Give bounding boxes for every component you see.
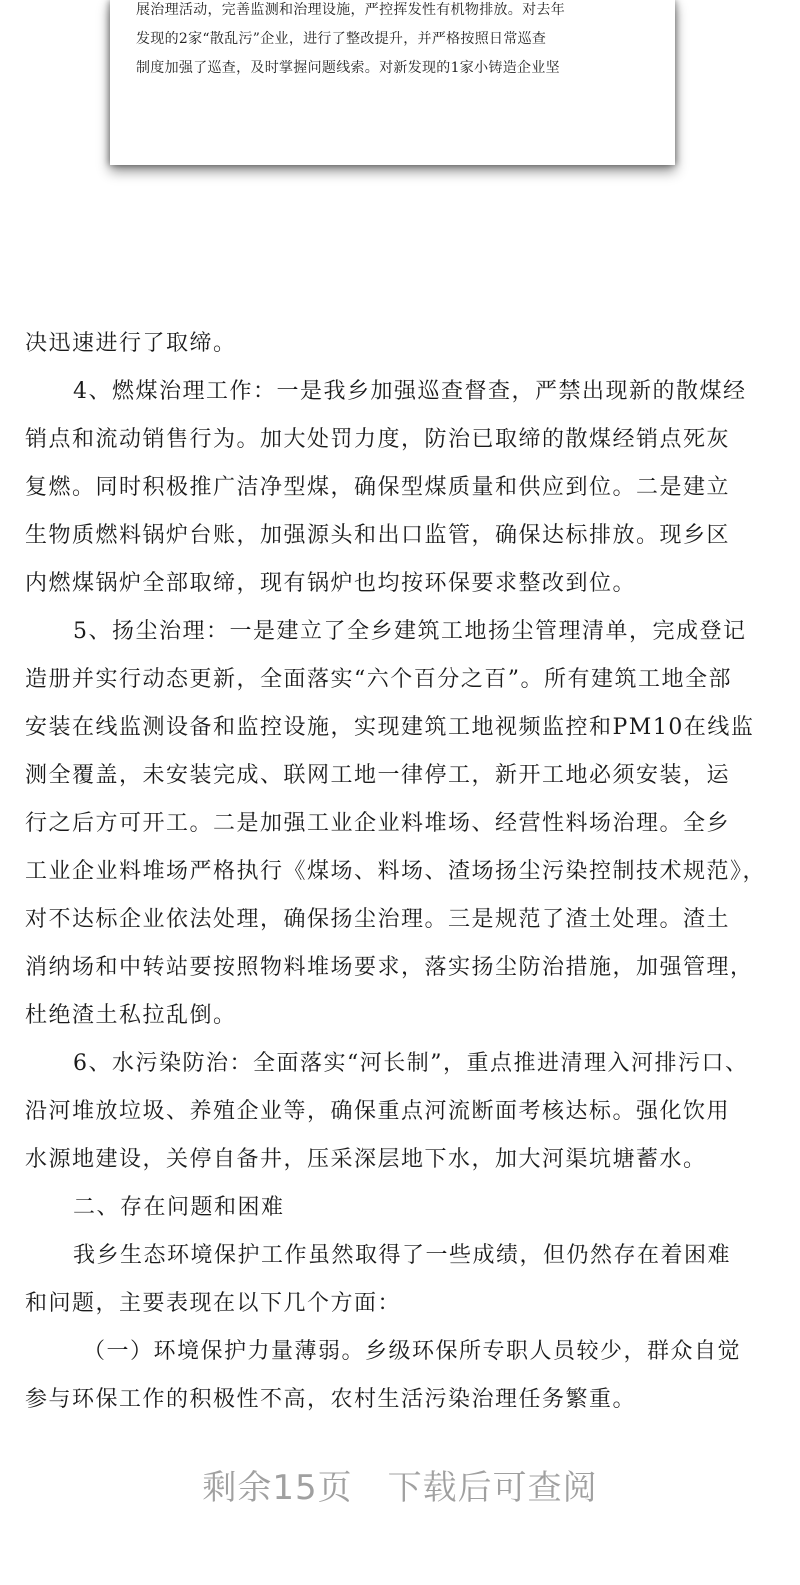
document-line: 消纳场和中转站要按照物料堆场要求，落实扬尘防治措施，加强管理， [25, 955, 754, 980]
document-line: 复燃。同时积极推广洁净型煤，确保型煤质量和供应到位。二是建立 [25, 475, 731, 500]
document-line: 内燃煤锅炉全部取缔，现有锅炉也均按环保要求整改到位。 [25, 571, 637, 596]
document-line: 我乡生态环境保护工作虽然取得了一些成绩，但仍然存在着困难 [73, 1243, 732, 1268]
document-line: 行之后方可开工。二是加强工业企业料堆场、经营性料场治理。全乡 [25, 811, 731, 836]
remaining-pages-banner[interactable]: 剩余15页 下载后可查阅 [202, 1468, 598, 1508]
preview-line: 制度加强了巡查，及时掌握问题线索。对新发现的1家小铸造企业坚 [136, 60, 560, 76]
preview-line: 展治理活动，完善监测和治理设施，严控挥发性有机物排放。对去年 [136, 2, 565, 18]
document-line: 工业企业料堆场严格执行《煤场、料场、渣场扬尘污染控制技术规范》， [25, 859, 767, 884]
document-line: 造册并实行动态更新，全面落实“六个百分之百”。所有建筑工地全部 [25, 667, 732, 692]
document-line: 安装在线监测设备和监控设施，实现建筑工地视频监控和PM10在线监 [25, 715, 755, 740]
document-line: （一）环境保护力量薄弱。乡级环保所专职人员较少，群众自觉 [83, 1339, 742, 1364]
document-line: 决迅速进行了取缔。 [25, 331, 237, 356]
preview-text [136, 0, 656, 83]
document-body [25, 320, 785, 1424]
preview-page-card [110, 0, 675, 165]
document-line: 对不达标企业依法处理，确保扬尘治理。三是规范了渣土处理。渣土 [25, 907, 731, 932]
document-line: 6、水污染防治：全面落实“河长制”，重点推进清理入河排污口、 [73, 1051, 749, 1076]
document-line: 水源地建设，关停自备井，压采深层地下水，加大河渠坑塘蓄水。 [25, 1147, 707, 1172]
document-line: 沿河堆放垃圾、养殖企业等，确保重点河流断面考核达标。强化饮用 [25, 1099, 731, 1124]
document-line: 销点和流动销售行为。加大处罚力度，防治已取缔的散煤经销点死灰 [25, 427, 731, 452]
document-line: 杜绝渣土私拉乱倒。 [25, 1003, 237, 1028]
document-line: 和问题，主要表现在以下几个方面： [25, 1291, 402, 1316]
document-line: 生物质燃料锅炉台账，加强源头和出口监管，确保达标排放。现乡区 [25, 523, 731, 548]
document-line: 参与环保工作的积极性不高，农村生活污染治理任务繁重。 [25, 1387, 637, 1412]
document-line: 二、存在问题和困难 [73, 1195, 285, 1220]
document-line: 4、燃煤治理工作：一是我乡加强巡查督查，严禁出现新的散煤经 [73, 379, 747, 404]
document-line: 测全覆盖，未安装完成、联网工地一律停工，新开工地必须安装，运 [25, 763, 731, 788]
preview-line: 发现的2家“散乱污”企业，进行了整改提升，并严格按照日常巡查 [136, 31, 547, 47]
document-line: 5、扬尘治理：一是建立了全乡建筑工地扬尘管理清单，完成登记 [73, 619, 747, 644]
